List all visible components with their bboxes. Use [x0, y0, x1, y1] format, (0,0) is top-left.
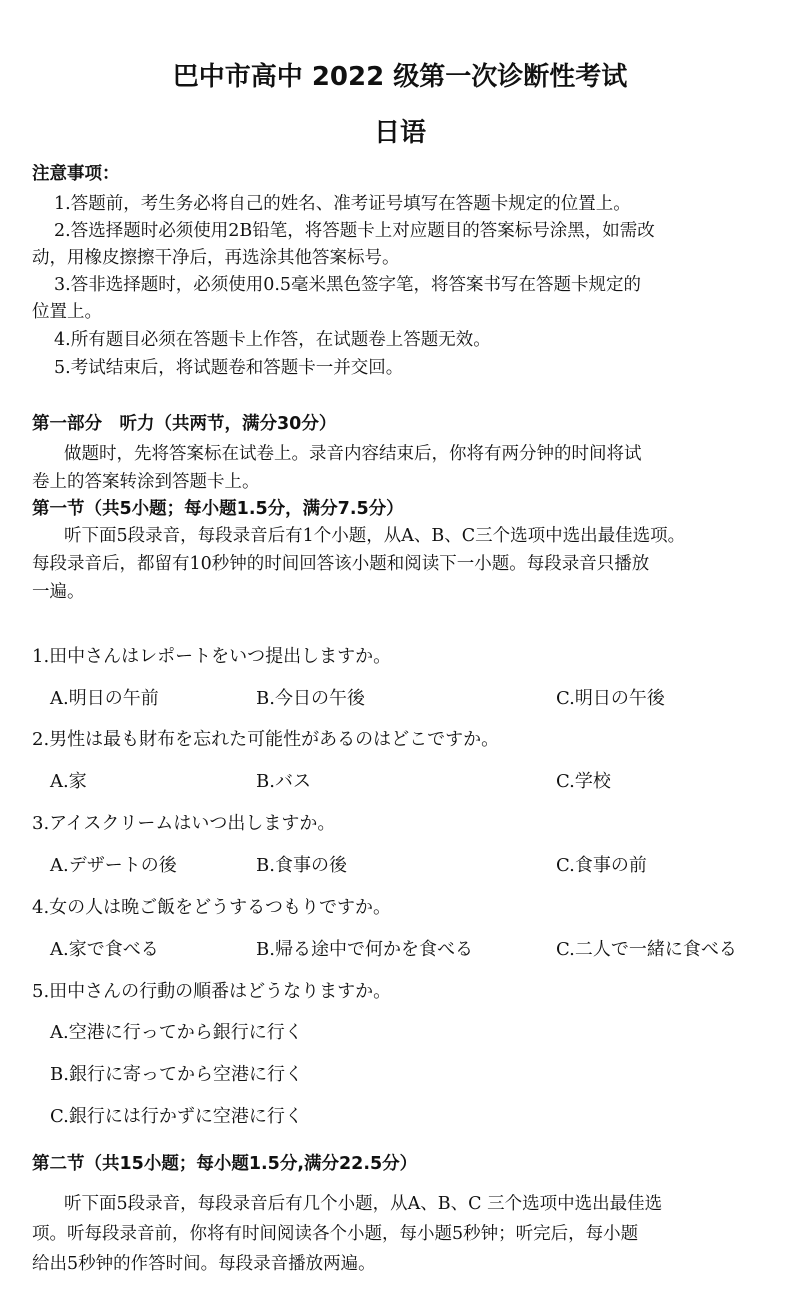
option-b: B.バス	[256, 771, 311, 792]
note-item: 位置上。	[32, 302, 102, 322]
question-stem: 4.女の人は晩ご飯をどうするつもりですか。	[32, 897, 391, 918]
question-stem: 5.田中さんの行動の順番はどうなりますか。	[32, 981, 392, 1002]
note-item: 动，用橡皮擦擦干净后，再选涂其他答案标号。	[32, 248, 400, 268]
section1-instruction: 一遍。	[32, 582, 85, 602]
question-stem: 1.田中さんはレポートをいつ提出しますか。	[32, 646, 392, 667]
option-a: A.デザートの後	[50, 855, 177, 876]
option-c: C.学校	[556, 771, 611, 792]
option-b: B.食事の後	[256, 855, 347, 876]
exam-title: 巴中市高中 2022 级第一次诊断性考试	[172, 62, 628, 92]
note-item: 3.答非选择题时，必须使用0.5毫米黑色签字笔，将答案书写在答题卡规定的	[54, 275, 642, 295]
section2-heading: 第二节（共15小题；每小题1.5分,满分22.5分）	[32, 1154, 418, 1174]
subject-title: 日语	[373, 118, 426, 148]
option-c: C.二人で一緒に食べる	[556, 939, 737, 960]
option-c: C.銀行には行かずに空港に行く	[50, 1106, 303, 1127]
option-c: C.食事の前	[556, 855, 647, 876]
question-stem: 3.アイスクリームはいつ出しますか。	[32, 813, 336, 834]
note-item: 2.答选择题时必须使用2B铅笔，将答题卡上对应题目的答案标号涂黑，如需改	[54, 221, 655, 241]
note-item: 1.答题前，考生务必将自己的姓名、准考证号填写在答题卡规定的位置上。	[54, 194, 631, 214]
note-item: 5.考试结束后，将试题卷和答题卡一并交回。	[54, 358, 404, 378]
section2-instruction: 听下面5段录音，每段录音后有几个小题，从A、B、C 三个选项中选出最佳选	[64, 1194, 663, 1214]
notes-heading: 注意事项：	[32, 164, 120, 184]
option-c: C.明日の午後	[556, 688, 665, 709]
section2-instruction: 给出5秒钟的作答时间。每段录音播放两遍。	[32, 1254, 376, 1274]
part1-intro: 卷上的答案转涂到答题卡上。	[32, 472, 260, 492]
part1-heading: 第一部分 听力（共两节，满分30分）	[32, 414, 337, 434]
part1-intro: 做题时，先将答案标在试卷上。录音内容结束后，你将有两分钟的时间将试	[64, 444, 642, 464]
section1-instruction: 听下面5段录音，每段录音后有1个小题，从A、B、C三个选项中选出最佳选项。	[64, 526, 686, 546]
question-stem: 2.男性は最も財布を忘れた可能性があるのはどこですか。	[32, 729, 500, 750]
option-b: B.銀行に寄ってから空港に行く	[50, 1064, 303, 1085]
option-a: A.家で食べる	[50, 939, 159, 960]
note-item: 4.所有题目必须在答题卡上作答，在试题卷上答题无效。	[54, 330, 491, 350]
section2-instruction: 项。听每段录音前，你将有时间阅读各个小题，每小题5秒钟；听完后，每小题	[32, 1224, 639, 1244]
section1-instruction: 每段录音后，都留有10秒钟的时间回答该小题和阅读下一小题。每段录音只播放	[32, 554, 650, 574]
option-b: B.今日の午後	[256, 688, 365, 709]
option-a: A.明日の午前	[50, 688, 159, 709]
option-b: B.帰る途中で何かを食べる	[256, 939, 473, 960]
option-a: A.家	[50, 771, 87, 792]
option-a: A.空港に行ってから銀行に行く	[50, 1022, 303, 1043]
section1-heading: 第一节（共5小题；每小题1.5分，满分7.5分）	[32, 499, 404, 519]
